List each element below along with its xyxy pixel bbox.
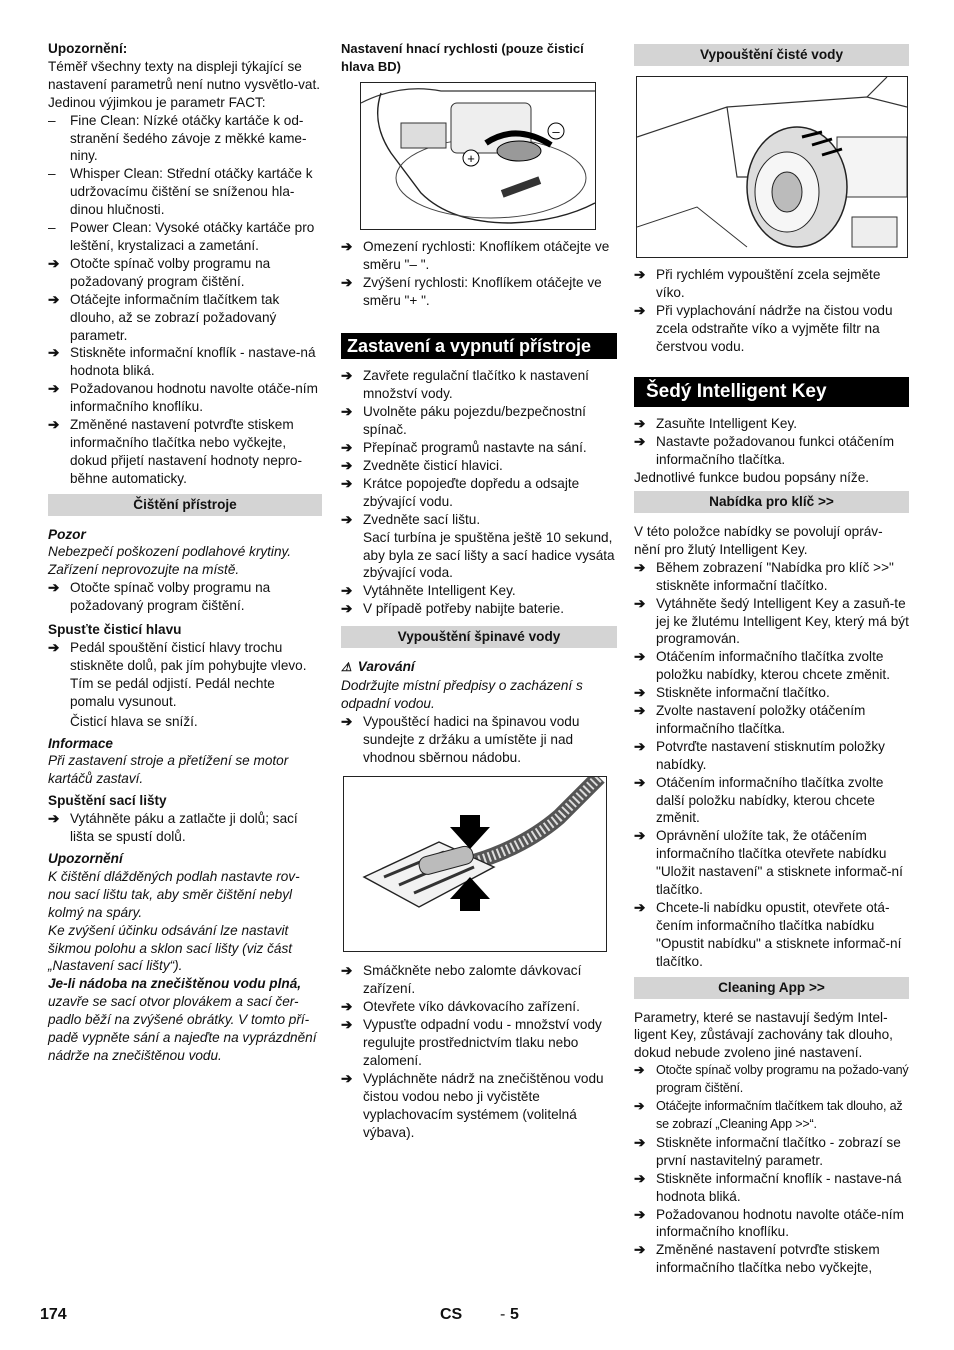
step-item: ➔ Otočte spínač volby programu na požadovaný program čištění. — [48, 255, 271, 289]
column-right — [634, 40, 909, 1277]
step-item: ➔ Vypusťte odpadní vodu - množství vody regulujte prostřednictvím tlaku nebo zalomení. — [341, 1017, 602, 1068]
arrow-icon: ➔ — [634, 434, 646, 450]
info-title: Informace — [48, 735, 113, 751]
arrow-icon: ➔ — [341, 404, 353, 420]
warning-triangle-icon: ⚠ — [341, 660, 352, 675]
arrow-icon: ➔ — [341, 475, 353, 491]
arrow-icon: ➔ — [634, 1242, 646, 1258]
arrow-icon: ➔ — [48, 255, 60, 271]
arrow-icon: ➔ — [341, 511, 353, 527]
dash-icon: – — [48, 220, 56, 236]
fresh-water-cap-illustration — [637, 77, 907, 257]
column-middle — [341, 40, 617, 1142]
app-text: Parametry, které se nastavují šedým Intel-ligent Key, zůstávají zachovány tak dlouho, dokud nebude zvoleno jiné nastavení. — [634, 1009, 893, 1061]
note-title: Upozornění: — [48, 41, 128, 56]
result-text: Čisticí hlava se sníží. — [70, 713, 198, 729]
arrow-icon: ➔ — [341, 368, 353, 384]
speed-title: Nastavení hnací rychlosti (pouze čisticí hlava BD) — [341, 41, 584, 74]
step-item: ➔ Otáčením informačního tlačítka zvolte další položku nabídky, kterou chcete změnit. — [634, 774, 884, 826]
arrow-icon: ➔ — [341, 583, 353, 599]
arrow-icon: ➔ — [48, 417, 60, 433]
step-item: ➔ Přepínač programů nastavte na sání. — [341, 440, 587, 456]
sub-page-number: 5 — [510, 1306, 519, 1323]
minus-label: – — [552, 123, 560, 139]
arrow-icon: ➔ — [634, 738, 646, 754]
subheading-start-head: Spusťte čisticí hlavu — [48, 622, 182, 638]
section-header-cleaning: Čištění přístroje — [48, 494, 322, 516]
warning-title-row: ⚠ Varování — [341, 659, 415, 675]
step-item: ➔ Požadovanou hodnotu navolte otáče-ním informačního knoflíku. — [634, 1206, 904, 1240]
arrow-icon: ➔ — [48, 640, 60, 655]
step-item: ➔ Během zobrazení "Nabídka pro klíč >>" stiskněte informační tlačítko. — [634, 559, 894, 593]
arrow-icon: ➔ — [634, 416, 646, 432]
key-text: Jednotlivé funkce budou popsány níže. — [634, 470, 870, 486]
dash-item: – Whisper Clean: Střední otáčky kartáče k udržovacímu čištění se sníženou hla-dinou hlučnosti. — [48, 166, 313, 218]
section-header-cleaning-app: Cleaning App >> — [634, 977, 909, 999]
note2-title: Upozornění — [48, 850, 123, 866]
arrow-icon: ➔ — [634, 1063, 645, 1078]
heading-stop: Zastavení a vypnutí přístroje — [341, 333, 617, 359]
arrow-icon: ➔ — [341, 963, 353, 979]
step-item: ➔ Vypouštěcí hadici na špinavou vodu sundejte z držáku a umístěte ji nad vhodnou sběrnou nádobu. — [341, 713, 580, 765]
step-item: ➔ Změněné nastavení potvrďte stiskem informačního tlačítka nebo vyčkejte, dokud přijetí nastavení hodnoty nepro-běhne automaticky. — [48, 417, 303, 486]
stop-note: Sací turbína je spuštěna ještě 10 sekund, aby byla ze sací lišty a sací hadice vysáta zbývající voda. — [363, 529, 615, 581]
arrow-icon: ➔ — [341, 274, 353, 290]
step-item: ➔ Vypláchněte nádrž na znečištěnou vodu čistou vodou nebo ji vyčistěte vyplachovacím systémem (volitelná výbava). — [341, 1070, 604, 1140]
section-header-key-menu: Nabídka pro klíč >> — [634, 491, 909, 513]
figure-drain-hose — [343, 776, 607, 952]
step-item: ➔ Zvýšení rychlosti: Knoflíkem otáčejte ve směru "+ ". — [341, 274, 602, 308]
language-code: CS — [440, 1306, 463, 1323]
step-item: ➔ Zvolte nastavení položky otáčením informačního tlačítka. — [634, 703, 866, 736]
note2-text3: Je-li nádoba na znečištěnou vodu plná, uzavře se sací otvor plovákem a sací čer-padlo běží na zvýšené obrátky. V tomto pří-padě vypněte sání a najeďte na vyprázdnění nádrže na znečištěnou vodu. — [48, 976, 317, 1063]
plus-label: + — [467, 150, 475, 166]
arrow-icon: ➔ — [634, 649, 646, 665]
dash-icon: – — [48, 112, 56, 128]
arrow-icon: ➔ — [634, 559, 646, 575]
step-item: ➔ Stiskněte informační knoflík - nastave-ná hodnota bliká. — [48, 345, 316, 379]
step-item: ➔ Chcete-li nabídku opustit, otevřete otá-čením informačního tlačítka nabídku "Opustit nabídku" a stisknete informač-ní tlačítko. — [634, 900, 902, 969]
step-item: ➔ Stiskněte informační tlačítko. — [634, 685, 830, 701]
step-item: ➔ Otáčením informačního tlačítka zvolte položku nabídky, kterou chcete změnit. — [634, 649, 890, 683]
info-text: Při zastavení stroje a přetížení se motor kartáčů zastaví. — [48, 753, 289, 787]
step-item: ➔ Krátce popojeďte dopředu a odsajte zbývající vodu. — [341, 475, 580, 509]
step-item: ➔ Požadovanou hodnotu navolte otáče-ním informačního knoflíku. — [48, 381, 318, 415]
note2-text2: Ke zvýšení účinku odsávání lze nastavit šikmou polohu a sklon sací lišty (viz část „Nastavení sací lišty“). — [48, 922, 293, 974]
arrow-icon: ➔ — [341, 1017, 353, 1033]
step-item: ➔ Pedál spouštění čisticí hlavy trochu stiskněte dolů, pak jím pohybujte vlevo. Tím se pedál odjistí. Pedál nechte pomalu vysunout. — [48, 640, 307, 709]
step-item: ➔ Otevřete víko dávkovacího zařízení. — [341, 999, 580, 1015]
caution-title: Pozor — [48, 526, 86, 542]
section-header-fresh-water: Vypouštění čisté vody — [634, 44, 909, 66]
step-item: ➔ Změněné nastavení potvrďte stiskem informačního tlačítka nebo vyčkejte, — [634, 1242, 880, 1276]
dash-list — [48, 112, 322, 255]
section-header-drain: Vypouštění špinavé vody — [341, 626, 617, 648]
arrow-icon: ➔ — [634, 266, 646, 282]
arrow-icon: ➔ — [341, 1070, 353, 1086]
arrow-icon: ➔ — [634, 1134, 646, 1150]
arrow-icon: ➔ — [634, 685, 646, 701]
step-item: ➔ Oprávnění uložíte tak, že otáčením informačního tlačítka otevřete nabídku "Uložit nastavení" a stisknete informač-ní tlačítko. — [634, 828, 903, 898]
figure-fresh-water-cap — [636, 76, 908, 258]
heading-intelligent-key: Šedý Intelligent Key — [634, 377, 909, 407]
step-item: ➔ Otočte spínač volby programu na požado-vaný program čištění. — [634, 1062, 909, 1098]
arrow-icon: ➔ — [341, 457, 353, 473]
step-item: ➔ Zasuňte Intelligent Key. — [634, 416, 798, 432]
arrow-icon: ➔ — [341, 440, 353, 456]
step-item: ➔ Vytáhněte Intelligent Key. — [341, 583, 516, 599]
arrow-icon: ➔ — [48, 580, 60, 596]
step-item: ➔ V případě potřeby nabijte baterie. — [341, 601, 565, 617]
arrow-icon: ➔ — [634, 774, 646, 790]
step-list — [48, 255, 322, 488]
step-item: ➔ Smáčkněte nebo zalomte dávkovací zařízení. — [341, 963, 582, 997]
arrow-icon: ➔ — [634, 703, 646, 719]
arrow-down-icon — [450, 815, 490, 849]
arrow-icon: ➔ — [634, 595, 646, 611]
arrow-icon: ➔ — [341, 238, 353, 254]
step-item: ➔ Zvedněte čisticí hlavici. — [341, 457, 503, 473]
note-text: Téměř všechny texty na displeji týkající se nastavení parametrů není nutno vysvětlo-vat. Jedinou výjimkou je parametr FACT: — [48, 58, 321, 110]
step-item: ➔ Otáčejte informačním tlačítkem tak dlouho, až se zobrazí „Cleaning App >>“. — [634, 1098, 909, 1134]
step-item: ➔ Vytáhněte páku a zatlačte ji dolů; sací lišta se spustí dolů. — [48, 811, 298, 845]
step-item: ➔ Nastavte požadovanou funkci otáčením informačního tlačítka. — [634, 434, 895, 468]
arrow-icon: ➔ — [634, 1170, 646, 1186]
column-left — [48, 40, 322, 1065]
step-item: ➔ Zvedněte sací lištu. — [341, 511, 481, 527]
step-item: ➔ Při rychlém vypouštění zcela sejměte víko. — [634, 266, 881, 300]
step-item: ➔ Stiskněte informační tlačítko - zobrazí se první nastavitelný parametr. — [634, 1134, 901, 1168]
step-item: ➔ Vytáhněte šedý Intelligent Key a zasuň-te jej ke žlutému Intelligent Key, který má být programován. — [634, 595, 909, 647]
arrow-icon: ➔ — [48, 345, 60, 361]
step-item: ➔ Stiskněte informační knoflík - nastave-ná hodnota bliká. — [634, 1170, 902, 1204]
page-number: 174 — [40, 1306, 67, 1323]
arrow-icon: ➔ — [341, 713, 353, 729]
menu-text: V této položce nabídky se povolují opráv-nění pro žlutý Intelligent Key. — [634, 523, 883, 557]
caution-text: Nebezpečí poškození podlahové krytiny. Zařízení neprovozujte na místě. — [48, 544, 292, 578]
step-item: ➔ Při vyplachování nádrže na čistou vodu zcela odstraňte víko a vyjměte filtr na čerstvou vodu. — [634, 302, 893, 354]
speed-knob-illustration — [361, 83, 595, 229]
arrow-icon: ➔ — [634, 900, 646, 915]
warning-text: Dodržujte místní předpisy o zacházení s odpadní vodou. — [341, 677, 583, 711]
note2-text1: K čištění dlážděných podlah nastavte rov-nou sací lištu tak, aby směr čištění nebyl kolmý na spáry. — [48, 868, 300, 920]
step-item: ➔ Otočte spínač volby programu na požadovaný program čištění. — [48, 580, 271, 614]
subheading-squeegee: Spuštění sací lišty — [48, 793, 167, 809]
step-item: ➔ Otáčejte informačním tlačítkem tak dlouho, až se zobrazí požadovaný parametr. — [48, 291, 280, 343]
page-separator: - — [500, 1306, 506, 1323]
figure-speed-knob — [360, 82, 596, 230]
arrow-icon: ➔ — [48, 291, 60, 307]
step-item: ➔ Zavřete regulační tlačítko k nastavení množství vody. — [341, 368, 589, 402]
arrow-icon: ➔ — [341, 999, 353, 1015]
arrow-icon: ➔ — [48, 381, 60, 397]
arrow-icon: ➔ — [634, 302, 646, 318]
step-item: ➔ Omezení rychlosti: Knoflíkem otáčejte ve směru "– ". — [341, 238, 610, 272]
arrow-icon: ➔ — [634, 828, 646, 844]
arrow-icon: ➔ — [634, 1206, 646, 1222]
drain-hose-illustration — [344, 777, 606, 951]
note2-bold: Je-li nádoba na znečištěnou vodu plná, — [48, 976, 302, 992]
dash-icon: – — [48, 166, 56, 182]
arrow-icon: ➔ — [634, 1099, 645, 1114]
dash-item: – Power Clean: Vysoké otáčky kartáče pro leštění, krystalizaci a zametání. — [48, 220, 315, 253]
step-item: ➔ Uvolněte páku pojezdu/bezpečnostní spínač. — [341, 404, 586, 438]
arrow-icon: ➔ — [341, 601, 353, 617]
arrow-icon: ➔ — [48, 811, 60, 827]
step-item: ➔ Potvrďte nastavení stisknutím položky nabídky. — [634, 738, 885, 772]
dash-item: – Fine Clean: Nízké otáčky kartáče k od-stranění šedého závoje z měkké kame-niny. — [48, 112, 307, 164]
